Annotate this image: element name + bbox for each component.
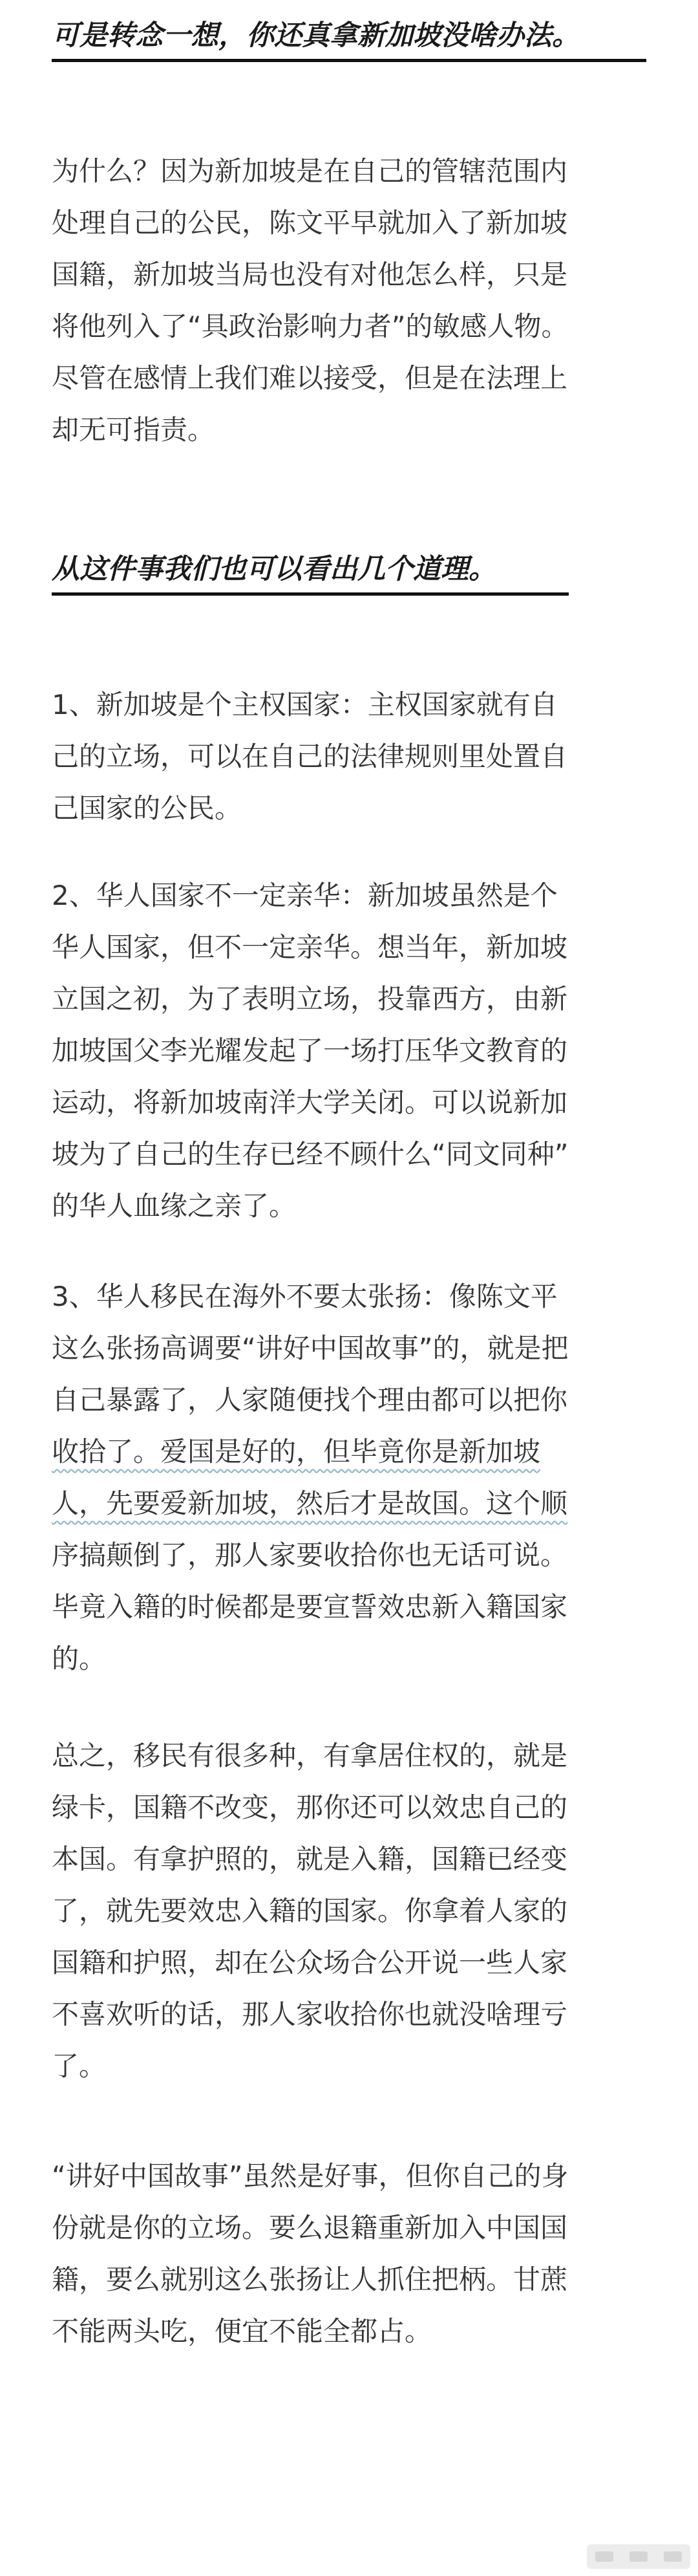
paragraph-line: 的。 xyxy=(52,1643,107,1674)
footer-toolbar-widget[interactable] xyxy=(587,2544,690,2569)
paragraph-line: 序搞颠倒了，那人家要收拾你也无话可说。 xyxy=(52,1539,568,1571)
paragraph-line-highlighted: 收拾了。爱国是好的，但毕竟你是新加坡 xyxy=(52,1436,541,1467)
paragraph-line: 己国家的公民。 xyxy=(52,792,242,824)
paragraph-line: 份就是你的立场。要么退籍重新加入中国国 xyxy=(52,2212,568,2244)
paragraph-line: 却无可指责。 xyxy=(52,414,215,446)
paragraph-line: 1、新加坡是个主权国家：主权国家就有自 xyxy=(52,689,558,720)
paragraph-line: 国籍，新加坡当局也没有对他怎么样，只是 xyxy=(52,259,568,290)
paragraph-line: 尽管在感情上我们难以接受，但是在法理上 xyxy=(52,362,568,394)
paragraph-line: 籍，要么就别这么张扬让人抓住把柄。甘蔗 xyxy=(52,2264,568,2295)
paragraph-line: 国籍和护照，却在公众场合公开说一些人家 xyxy=(52,1947,568,1978)
paragraph-5 xyxy=(52,1730,646,2092)
paragraph-line: 自己暴露了，人家随便找个理由都可以把你 xyxy=(52,1384,568,1416)
paragraph-6 xyxy=(52,2150,646,2357)
toolbar-dot-icon xyxy=(595,2551,613,2562)
paragraph-line: 了，就先要效忠入籍的国家。你拿着人家的 xyxy=(52,1895,568,1927)
paragraph-line-highlighted: 人，先要爱新加坡，然后才是故国。这个顺 xyxy=(52,1488,568,1519)
paragraph-line: 为什么？因为新加坡是在自己的管辖范围内 xyxy=(52,155,568,187)
paragraph-line: 将他列入了“具政治影响力者”的敏感人物。 xyxy=(52,310,569,342)
paragraph-line: 总之，移民有很多种，有拿居住权的，就是 xyxy=(52,1740,568,1771)
paragraph-line: 绿卡，国籍不改变，那你还可以效忠自己的 xyxy=(52,1791,568,1823)
paragraph-3 xyxy=(52,870,646,1232)
paragraph-line: 运动，将新加坡南洋大学关闭。可以说新加 xyxy=(52,1087,568,1118)
paragraph-line: 处理自己的公民，陈文平早就加入了新加坡 xyxy=(52,207,568,239)
paragraph-line: 华人国家，但不一定亲华。想当年，新加坡 xyxy=(52,931,568,963)
paragraph-line: 毕竟入籍的时候都是要宣誓效忠新入籍国家 xyxy=(52,1591,568,1623)
paragraph-line: “讲好中国故事”虽然是好事，但你自己的身 xyxy=(52,2160,569,2192)
section-heading-2: 从这件事我们也可以看出几个道理。 xyxy=(52,550,569,596)
paragraph-line: 了。 xyxy=(52,2050,107,2082)
paragraph-line: 本国。有拿护照的，就是入籍，国籍已经变 xyxy=(52,1843,568,1875)
paragraph-line: 加坡国父李光耀发起了一场打压华文教育的 xyxy=(52,1035,568,1066)
paragraph-line: 己的立场，可以在自己的法律规则里处置自 xyxy=(52,741,568,772)
paragraph-line: 3、华人移民在海外不要太张扬：像陈文平 xyxy=(52,1281,558,1312)
paragraph-line: 这么张扬高调要“讲好中国故事”的，就是把 xyxy=(52,1332,569,1364)
paragraph-line: 的华人血缘之亲了。 xyxy=(52,1190,297,1222)
paragraph-line: 不能两头吃，便宜不能全都占。 xyxy=(52,2315,432,2347)
paragraph-line: 坡为了自己的生存已经不顾什么“同文同种” xyxy=(52,1138,569,1170)
section-heading-1: 可是转念一想，你还真拿新加坡没啥办法。 xyxy=(52,16,646,62)
paragraph-line: 不喜欢听的话，那人家收拾你也就没啥理亏 xyxy=(52,1998,568,2030)
toolbar-dot-icon xyxy=(629,2551,648,2562)
paragraph-line: 立国之初，为了表明立场，投靠西方，由新 xyxy=(52,983,568,1015)
paragraph-2 xyxy=(52,679,646,834)
toolbar-dot-icon xyxy=(664,2551,682,2562)
paragraph-4 xyxy=(52,1271,646,1685)
paragraph-line: 2、华人国家不一定亲华：新加坡虽然是个 xyxy=(52,880,558,911)
paragraph-1 xyxy=(52,146,646,456)
